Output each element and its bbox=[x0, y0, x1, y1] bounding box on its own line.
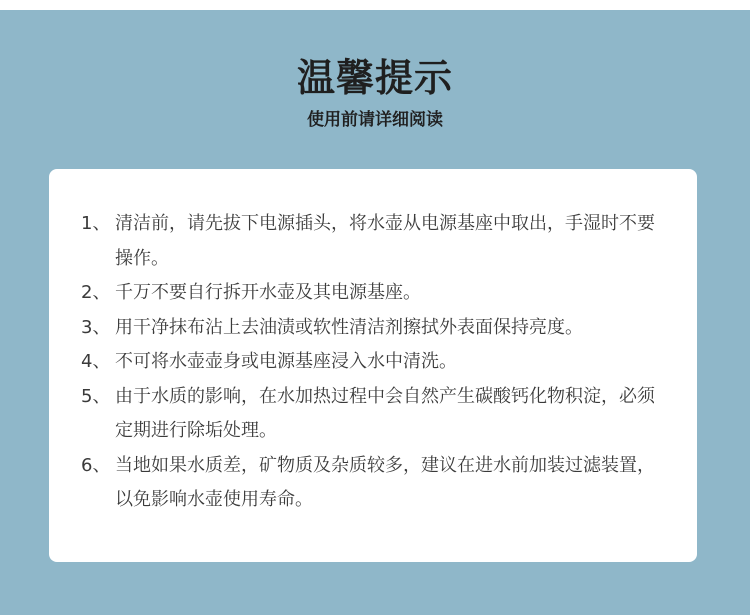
top-border-strip bbox=[0, 0, 750, 10]
notice-item bbox=[81, 380, 671, 449]
notice-number: 6、 bbox=[81, 454, 111, 476]
notice-item bbox=[81, 207, 671, 276]
notice-text: 千万不要自行拆开水壶及其电源基座。 bbox=[115, 282, 421, 303]
notice-item bbox=[81, 449, 671, 518]
notice-text: 当地如果水质差，矿物质及杂质较多，建议在进水前加装过滤装置，以免影响水壶使用寿命。 bbox=[115, 454, 655, 510]
page-subtitle: 使用前请详细阅读 bbox=[307, 110, 443, 130]
notice-card bbox=[49, 169, 697, 562]
notice-number: 1、 bbox=[81, 213, 111, 234]
notice-number: 5、 bbox=[81, 385, 111, 407]
notice-number: 4、 bbox=[81, 351, 111, 372]
notice-text: 由于水质的影响，在水加热过程中会自然产生碳酸钙化物积淀，必须定期进行除垢处理。 bbox=[115, 385, 655, 441]
notice-list bbox=[81, 207, 671, 518]
notice-number: 2、 bbox=[81, 282, 111, 303]
notice-number: 3、 bbox=[81, 316, 111, 338]
notice-item bbox=[81, 311, 671, 346]
page-title: 温馨提示 bbox=[296, 56, 453, 100]
notice-text: 用干净抹布沾上去油渍或软性清洁剂擦拭外表面保持亮度。 bbox=[115, 316, 583, 338]
notice-text: 不可将水壶壶身或电源基座浸入水中清洗。 bbox=[115, 351, 457, 372]
notice-item bbox=[81, 345, 671, 380]
notice-item bbox=[81, 276, 671, 311]
notice-text: 清洁前，请先拔下电源插头，将水壶从电源基座中取出，手湿时不要操作。 bbox=[115, 213, 655, 269]
